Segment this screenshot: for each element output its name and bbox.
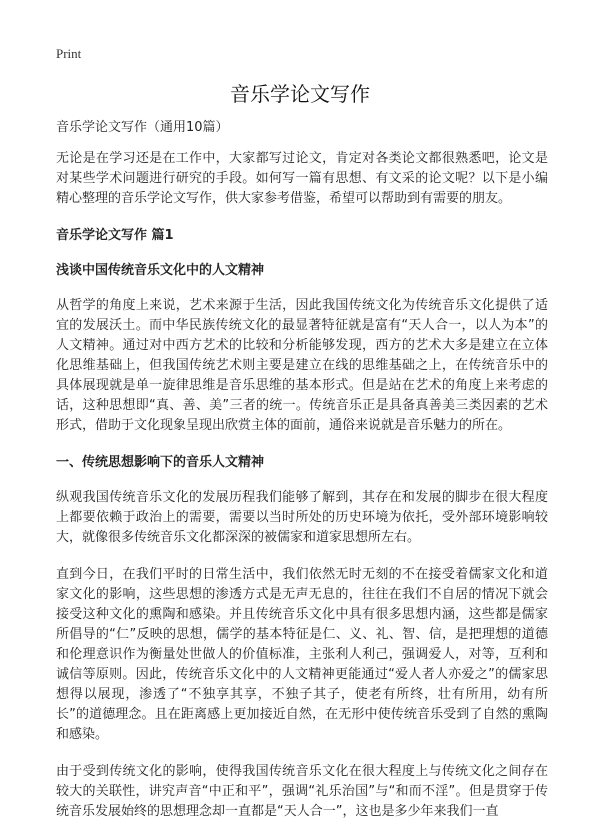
document-body bbox=[56, 118, 548, 839]
paragraph-1: 从哲学的角度上来说，艺术来源于生活，因此我国传统文化为传统音乐文化提供了适宜的发展沃土。而中华民族传统文化的最显著特征就是富有“天人合一，以人为本”的人文精神。通过对中西方艺术的比较和分析能够发现，西方的艺术大多是建立在立体化思维基础上，但我国传统艺术则主要是建立在线的思维基础之上，在传统音乐中的具体展现就是单一旋律思维是音乐思维的基本形式。但是站在艺术的角度上来考虑的话，这种思想即“真、善、美”三者的统一。传统音乐正是具备真善美三类因素的艺术形式，借助于文化现象呈现出欣赏主体的面前，通俗来说就是音乐魅力的所在。 bbox=[56, 298, 548, 433]
article-title: 浅谈中国传统音乐文化中的人文精神 bbox=[56, 263, 265, 278]
intro-paragraph: 无论是在学习还是在工作中，大家都写过论文，肯定对各类论文都很熟悉吧，论文是对某些学术问题进行研究的手段。如何写一篇有思想、有文采的论文呢？以下是小编精心整理的音乐学论文写作，供大家参考借鉴，希望可以帮助到有需要的朋友。 bbox=[56, 151, 548, 206]
section-title: 音乐学论文写作 篇1 bbox=[56, 228, 174, 243]
print-link[interactable]: Print bbox=[56, 46, 82, 61]
paragraph-4: 由于受到传统文化的影响，使得我国传统音乐文化在很大程度上与传统文化之间存在较大的关联性，讲究声音“中正和平”，强调“礼乐治国”与“和而不淫”。但是贯穿于传统音乐发展始终的思想理念却一直都是“天人合一”，这也是多少年来我们一直 bbox=[56, 764, 548, 819]
paragraph-3: 直到今日，在我们平时的日常生活中，我们依然无时无刻的不在接受着儒家文化和道家文化的影响，这些思想的渗透方式是无声无息的，往往在我们不自居的情况下就会接受这种文化的熏陶和感染。并且传统音乐文化中具有很多思想内涵，这些都是儒家所倡导的“仁”反映的思想，儒学的基本特征是仁、义、礼、智、信，是把理想的道德和伦理意识作为衡量处世做人的价值标准，主张利人利己，强调爱人，对等，互利和诚信等原则。因此，传统音乐文化中的人文精神更能通过“爱人者人亦爱之”的儒家思想得以展现，渗透了“不独享其享，不独子其子，使老有所终，壮有所用，幼有所长”的道德理念。且在距离感上更加接近自然，在无形中使传统音乐受到了自然的熏陶和感染。 bbox=[56, 567, 548, 742]
paragraph-2: 纵观我国传统音乐文化的发展历程我们能够了解到，其存在和发展的脚步在很大程度上都要依赖于政治上的需要，需要以当时所处的历史环境为依托，受外部环境影响较大，就像很多传统音乐文化都深深的被儒家和道家思想所左右。 bbox=[56, 490, 548, 545]
subheading-1: 一、传统思想影响下的音乐人文精神 bbox=[56, 455, 265, 470]
document-subtitle: 音乐学论文写作（通用10篇） bbox=[56, 120, 229, 135]
document-title: 音乐学论文写作 bbox=[230, 82, 370, 106]
